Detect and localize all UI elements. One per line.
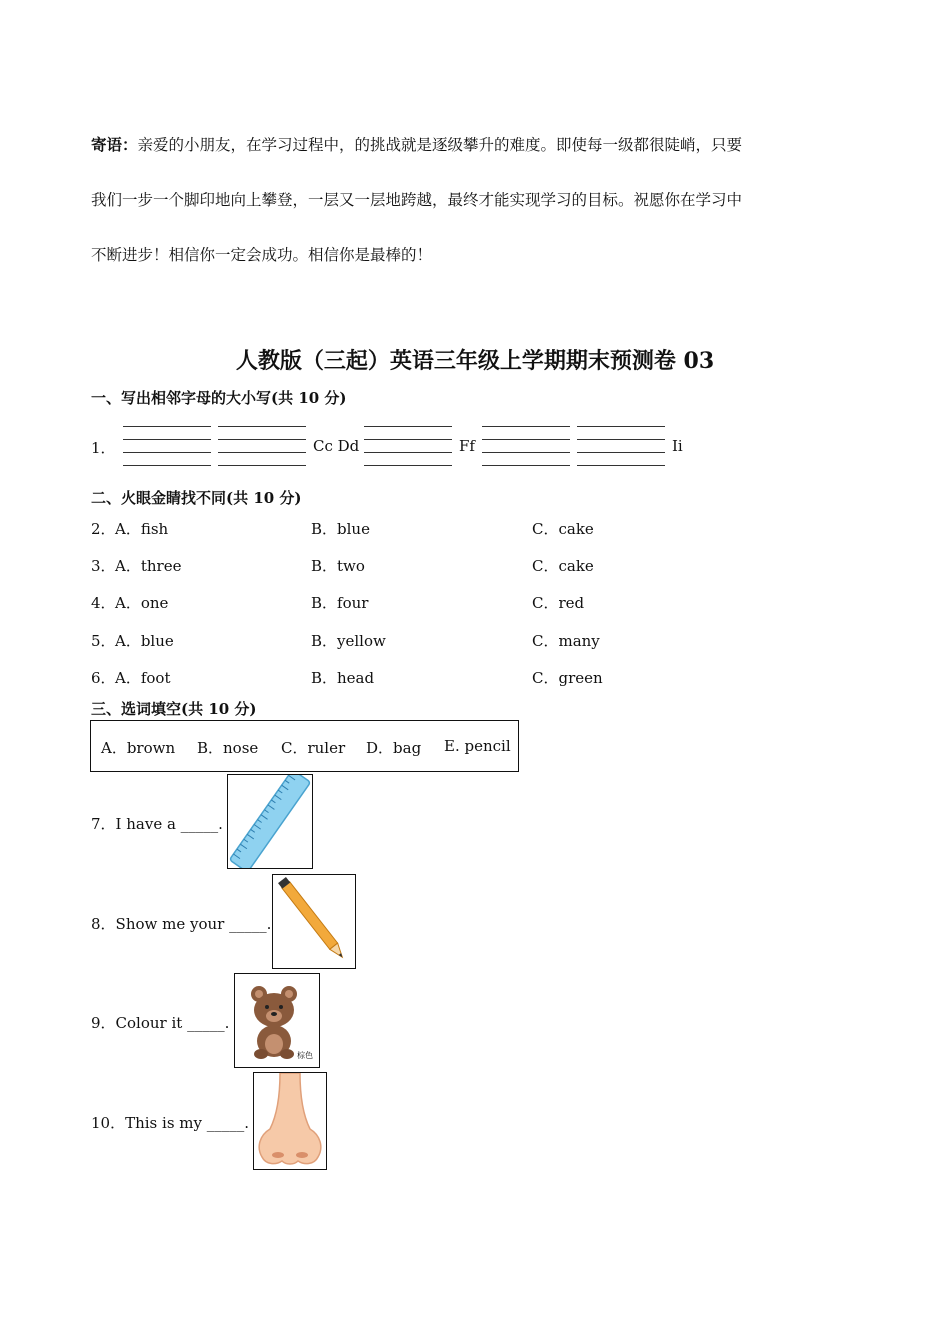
message-line-1: [91, 133, 861, 155]
message-label: 寄语：: [91, 135, 138, 154]
option-a[interactable]: A．fish: [115, 520, 169, 538]
word-option-a: A．brown: [101, 739, 176, 757]
question-6: [91, 667, 791, 687]
question-4: [91, 592, 791, 612]
ruler-icon: [227, 774, 313, 869]
word-option-b: B．nose: [197, 739, 259, 757]
option-a[interactable]: A．three: [115, 557, 182, 575]
blank-1[interactable]: [123, 426, 211, 464]
option-a[interactable]: A．foot: [115, 669, 171, 687]
page-title: 人教版（三起）英语三年级上学期期末预测卷 03: [235, 348, 715, 374]
option-b[interactable]: B．head: [311, 669, 375, 687]
nose-icon: [253, 1072, 327, 1170]
question-9-text: 9．Colour it _____.: [91, 1014, 230, 1032]
blank-5[interactable]: [577, 426, 665, 464]
message-text-1: 亲爱的小朋友，在学习过程中，的挑战就是逐级攀升的难度。即使每一级都很陡峭，只要: [137, 136, 743, 154]
word-option-e: E. pencil: [444, 737, 511, 755]
option-c[interactable]: C．cake: [532, 520, 594, 538]
given-letters-3: Ii: [672, 437, 683, 455]
question-5: [91, 630, 791, 650]
pencil-icon: [272, 874, 356, 969]
question-10-text: 10．This is my _____.: [91, 1114, 250, 1132]
word-option-c: C．ruler: [281, 739, 346, 757]
section-1-heading: 一、写出相邻字母的大小写(共 10 分): [91, 389, 347, 407]
question-number: 4．: [91, 594, 116, 612]
given-letters-1: Cc Dd: [313, 437, 360, 455]
given-letters-2: Ff: [459, 437, 475, 455]
option-b[interactable]: B．four: [311, 594, 369, 612]
option-c[interactable]: C．cake: [532, 557, 594, 575]
option-b[interactable]: B．blue: [311, 520, 370, 538]
option-a[interactable]: A．one: [115, 594, 169, 612]
question-7-text: 7．I have a _____.: [91, 815, 223, 833]
word-option-d: D．bag: [366, 739, 422, 757]
question-3: [91, 555, 791, 575]
question-2: [91, 518, 791, 538]
question-number: 5．: [91, 632, 116, 650]
bear-caption: 棕色: [297, 1051, 313, 1060]
question-8-text: 8．Show me your _____.: [91, 915, 272, 933]
bear-icon: [234, 973, 320, 1068]
message-line-3: 不断进步！相信你一定会成功。相信你是最棒的！: [91, 246, 433, 264]
question-1-number: 1．: [91, 439, 116, 457]
message-line-2: 我们一步一个脚印地向上攀登，一层又一层地跨越，最终才能实现学习的目标。祝愿你在学习中: [91, 191, 743, 209]
option-c[interactable]: C．many: [532, 632, 600, 650]
section-3-heading: 三、选词填空(共 10 分): [91, 700, 257, 718]
blank-3[interactable]: [364, 426, 452, 464]
question-number: 6．: [91, 669, 116, 687]
question-number: 3．: [91, 557, 116, 575]
option-a[interactable]: A．blue: [115, 632, 174, 650]
option-c[interactable]: C．green: [532, 669, 603, 687]
blank-4[interactable]: [482, 426, 570, 464]
option-b[interactable]: B．two: [311, 557, 365, 575]
section-2-heading: 二、火眼金睛找不同(共 10 分): [91, 489, 302, 507]
word-bank: [90, 720, 519, 772]
blank-2[interactable]: [218, 426, 306, 464]
option-c[interactable]: C．red: [532, 594, 585, 612]
option-b[interactable]: B．yellow: [311, 632, 386, 650]
question-number: 2．: [91, 520, 116, 538]
